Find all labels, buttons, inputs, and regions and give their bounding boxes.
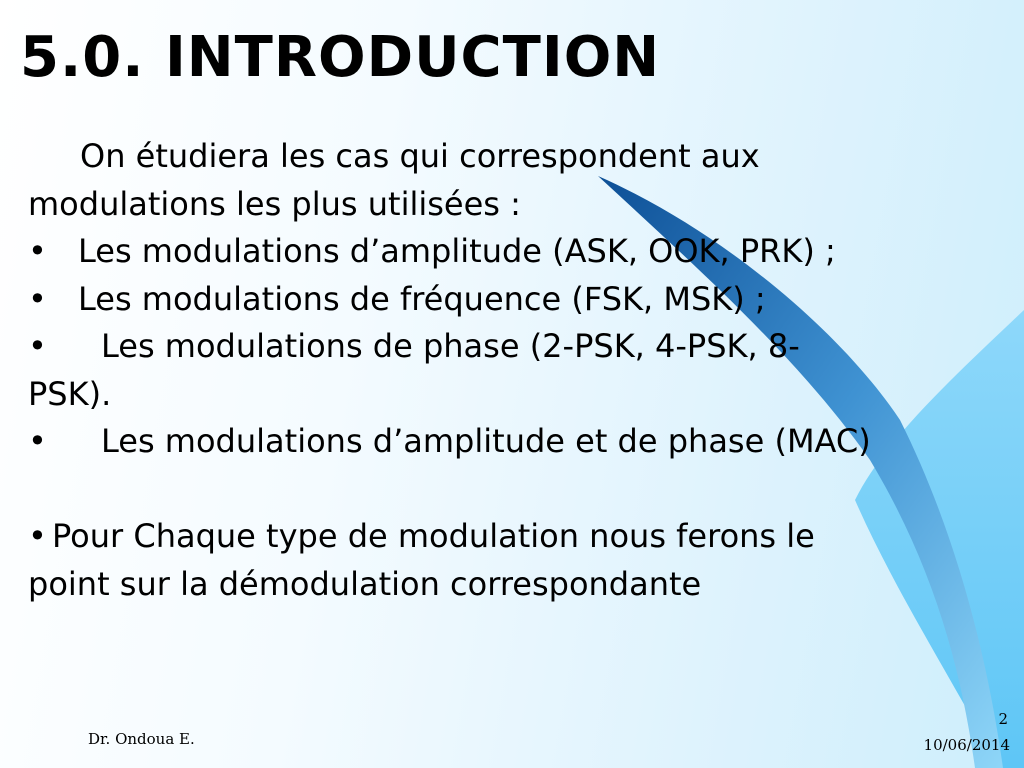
bullet-icon: • (28, 327, 47, 365)
slide-body (28, 133, 988, 608)
list-item-amplitude (28, 228, 988, 276)
intro-line-1: On étudiera les cas qui correspondent aux (80, 137, 760, 175)
list-item-amplitude-phase (28, 418, 988, 466)
bullet-icon: • (28, 422, 47, 460)
closing-text: Pour Chaque type de modulation nous ferons le (52, 517, 815, 555)
list-item-text: Les modulations d’amplitude et de phase (MAC) (101, 422, 871, 460)
intro-line-2: modulations les plus utilisées : (28, 184, 521, 223)
bullet-icon: • (28, 517, 47, 555)
footer-author: Dr. Ondoua E. (88, 730, 195, 748)
closing-line-1 (28, 513, 988, 561)
bullet-icon: • (28, 232, 47, 270)
footer-date: 10/06/2014 (923, 736, 1010, 754)
closing-line-2: point sur la démodulation correspondante (28, 564, 702, 603)
page-number: 2 (998, 710, 1008, 728)
list-item-frequency (28, 276, 988, 324)
bullet-icon: • (28, 279, 47, 318)
list-item-text: Les modulations d’amplitude (ASK, OOK, PRK) ; (78, 232, 836, 270)
list-item-text: Les modulations de phase (2-PSK, 4-PSK, 8- (101, 327, 800, 365)
list-item-phase-continuation: PSK). (28, 374, 112, 413)
list-item-text: Les modulations de fréquence (FSK, MSK) ; (78, 279, 766, 318)
slide-title: 5.0. INTRODUCTION (20, 25, 661, 90)
spacer (28, 466, 988, 514)
list-item-phase (28, 323, 988, 371)
